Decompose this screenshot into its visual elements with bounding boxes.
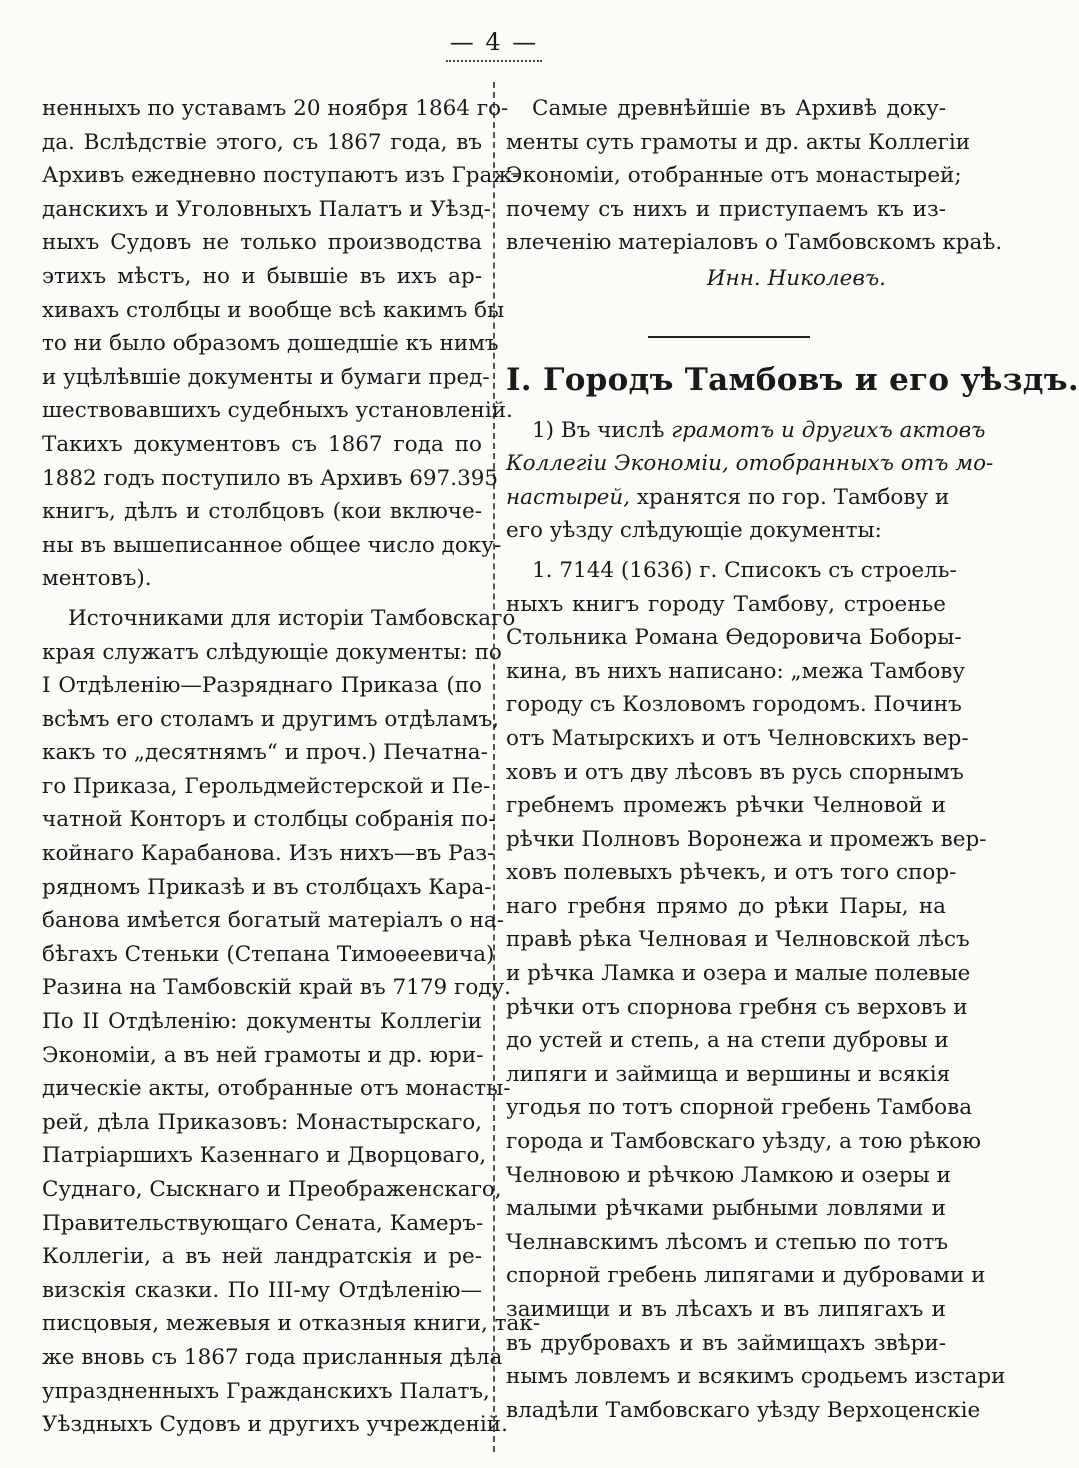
text-line: Стольника Романа Ѳедоровича Боборы- [506,625,962,651]
text-line: наго гребня прямо до рѣки Пары, на [506,893,946,919]
section-heading: I. Городъ Тамбовъ и его уѣздъ. [506,361,1079,398]
text-line: правѣ рѣка Челновая и Челновской лѣсъ [506,927,970,953]
left-column [42,92,541,1442]
right-column [506,92,1079,1427]
section-1-line: его уѣзду слѣдующіе документы: [506,518,882,544]
text-line: угодья по тотъ спорной гребень Тамбова [506,1095,973,1121]
text-line: рядномъ Приказѣ и въ столбцахъ Кара- [42,874,492,900]
text-line: Разина на Тамбовскій край въ 7179 году. [42,975,511,1001]
text-line: да. Вслѣдствіе этого, съ 1867 года, въ [42,129,482,155]
text-line: въ друбровахъ и въ займищахъ звѣри- [506,1330,946,1356]
text-line: упраздненныхъ Гражданскихъ Палатъ, [42,1378,490,1404]
text-line: менты суть грамоты и др. акты Коллегіи [506,129,971,155]
text-line: Челнавскимъ лѣсомъ и степью по тотъ [506,1229,949,1255]
text-line: гребнемъ промежъ рѣчки Челновой и [506,793,946,819]
text-line: койнаго Карабанова. Изъ нихъ—въ Раз- [42,841,495,867]
column-divider [493,82,495,1452]
section-1-line: настырей, хранятся по гор. Тамбову и [506,484,950,510]
text-line: рѣчки отъ спорнова гребня съ верховъ и [506,994,968,1020]
text-line: По II Отдѣленію: документы Коллегіи [42,1009,482,1035]
text-line: какъ то „десятнямъ“ и проч.) Печатна- [42,740,488,766]
text-line: до устей и степь, а на степи дубровы и [506,1028,949,1054]
text-line: Правительствующаго Сената, Камеръ- [42,1210,484,1236]
right-paragraph-1 [506,92,1003,260]
text-line: края служатъ слѣдующіе документы: по [42,639,502,665]
text-line: 1. 7144 (1636) г. Списокъ съ строель- [532,557,957,583]
text-line: заимищи и въ лѣсахъ и въ липягахъ и [506,1297,946,1322]
section-separator-rule [648,336,810,338]
page-number: — 4 — [449,28,539,56]
text-line: хивахъ столбцы и вообще всѣ какимъ бы [42,297,505,323]
text-line: банова имѣется богатый матеріалъ о на- [42,908,504,934]
text-line: книгъ, дѣлъ и столбцовъ (кои включе- [42,499,482,525]
text-line: городу съ Козловомъ городомъ. Починъ [506,692,962,718]
text-line: рѣчки Полновъ Воронежа и промежъ вер- [506,826,987,852]
text-line: то ни было образомъ дошедшіе къ нимъ [42,331,499,357]
text-line: Коллегіи, а въ ней ландратскія и ре- [42,1244,482,1270]
text-line: ховъ и отъ дву лѣсовъ въ русь спорнымъ [506,759,964,785]
text-line: и рѣчка Ламка и озера и малые полевые [506,961,971,987]
text-line: 1882 годъ поступило въ Архивъ 697.395 [42,465,499,491]
text-line: чатной Конторъ и столбцы собранія по- [42,807,496,833]
text-line: дическіе акты, отобранные отъ монасты- [42,1076,511,1102]
text-line: го Приказа, Герольдмейстерской и Пе- [42,773,491,799]
text-line: кина, въ нихъ написано: „межа Тамбову [506,658,966,684]
text-line: владѣли Тамбовскаго уѣзду Верхоценскіе [506,1397,981,1423]
text-line: ныхъ книгъ городу Тамбову, строенье [506,591,946,617]
text-line: шествовавшихъ судебныхъ установленій. [42,398,513,424]
section-1-line: 1) Въ числѣ грамотъ и другихъ актовъ [532,417,986,443]
text-line: данскихъ и Уголовныхъ Палатъ и Уѣзд- [42,196,491,222]
text-line: I Отдѣленію—Разряднаго Приказа (по [42,673,482,699]
text-line: визскія сказки. По III-му Отдѣленію— [42,1277,482,1303]
text-line: Такихъ документовъ съ 1867 года по [42,431,482,457]
text-line: ныхъ Судовъ не только производства [42,230,482,256]
text-line: влеченію матеріаловъ о Тамбовскомъ краѣ. [506,230,1003,256]
text-line: бѣгахъ Стеньки (Степана Тимоѳеевича) [42,941,495,967]
text-line: этихъ мѣстъ, но и бывшіе въ ихъ ар- [42,263,482,289]
text-line: липяги и займища и вершины и всякія [506,1061,951,1087]
text-line: ны въ вышеписанное общее число доку- [42,532,502,558]
left-paragraph-2 [42,602,541,1442]
text-line: и уцѣлѣвшіе документы и бумаги пред- [42,364,490,390]
page-number-ornament [446,60,542,62]
text-line: Уѣздныхъ Судовъ и другихъ учрежденій. [42,1412,508,1438]
section-1-line: Коллегіи Экономіи, отобранныхъ отъ мо- [506,451,994,477]
text-line: Челновою и рѣчкою Ламкою и озеры и [506,1162,951,1188]
text-line: ховъ полевыхъ рѣчекъ, и отъ того спор- [506,860,957,886]
text-line: рей, дѣла Приказовъ: Монастырскаго, [42,1109,482,1135]
text-line: Архивъ ежедневно поступаютъ изъ Граж- [42,163,520,189]
text-line: Экономіи, а въ ней грамоты и др. юри- [42,1042,484,1068]
text-line: ментовъ). [42,566,152,592]
text-line: ненныхъ по уставамъ 20 ноября 1864 го- [42,96,509,121]
section-1-intro [506,414,994,548]
text-line: всѣмъ его столамъ и другимъ отдѣламъ, [42,706,500,732]
left-paragraph-1 [42,92,520,596]
text-line: Самые древнѣйшіе въ Архивѣ доку- [532,96,946,121]
text-line: Патріаршихъ Казеннаго и Дворцоваго, [42,1143,487,1169]
text-line: почему съ нихъ и приступаемъ къ из- [506,196,946,222]
author-signature: Инн. Николевъ. [706,265,886,291]
text-line: города и Тамбовскаго уѣзду, а тою рѣкою [506,1129,981,1155]
text-line: писцовыя, межевыя и отказныя книги, так- [42,1311,541,1337]
document-1-entry [506,554,1006,1427]
text-line: же вновь съ 1867 года присланныя дѣла [42,1344,503,1370]
text-line: отъ Матырскихъ и отъ Челновскихъ вер- [506,725,969,751]
text-line: Экономіи, отобранные отъ монастырей; [506,163,962,189]
text-line: нымъ ловлемъ и всякимъ сродьемъ изстари [506,1364,1006,1390]
text-line: спорной гребень липягами и дубровами и [506,1263,986,1289]
text-line: малыми рѣчками рыбными ловлями и [506,1196,946,1222]
text-line: Суднаго, Сыскнаго и Преображенскаго, [42,1177,502,1202]
text-line: Источниками для исторіи Тамбовскаго [68,605,516,631]
